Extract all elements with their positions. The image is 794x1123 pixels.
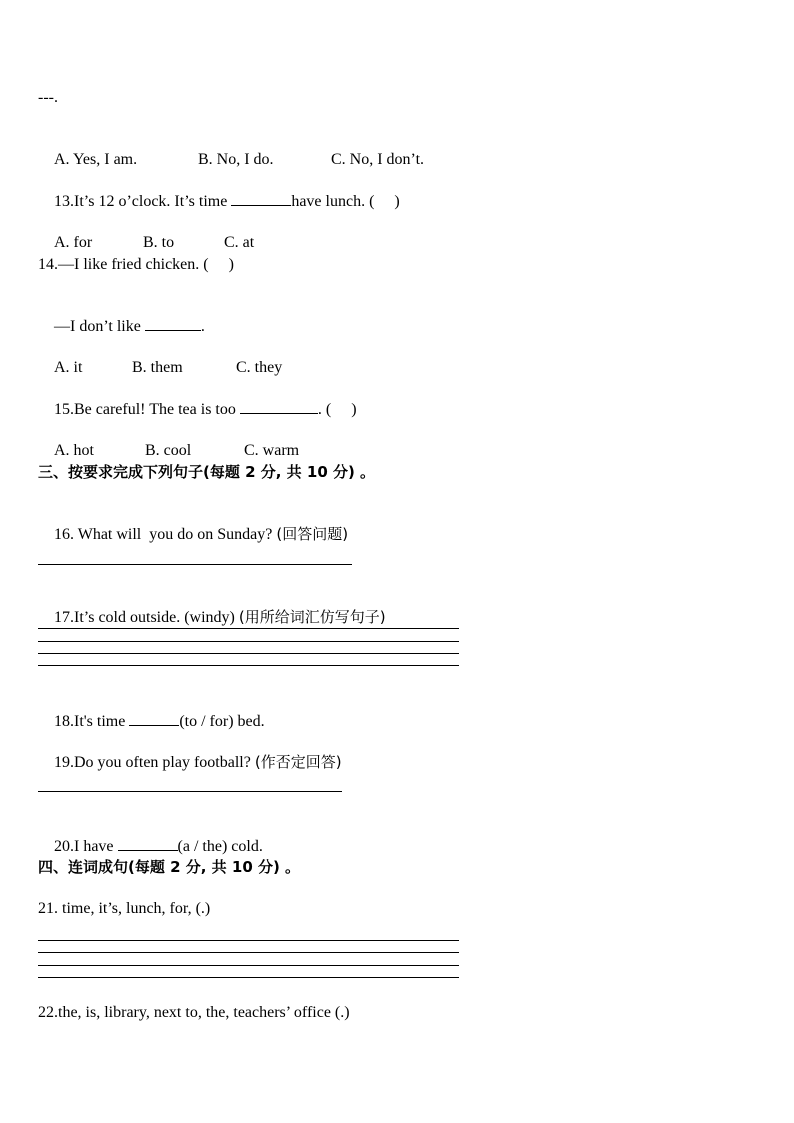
q17-answer-line-3[interactable] [38, 653, 459, 654]
q19-answer-line[interactable] [38, 791, 342, 792]
q21-answer-line-2[interactable] [38, 952, 459, 953]
continuation-dashes: ---. [38, 89, 58, 106]
q16-instruction: (回答问题) [276, 525, 349, 543]
q16-text: 16. What will you do on Sunday? [54, 526, 277, 543]
section-3-heading: 三、按要求完成下列句子(每题 2 分, 共 10 分) 。 [38, 463, 376, 481]
q20-text-start: 20.I have [54, 838, 118, 855]
q12-option-c: C. No, I don’t. [331, 151, 425, 168]
q15-option-a: A. hot [54, 442, 94, 459]
q22-question: 22.the, is, library, next to, the, teachers’ office (.) [38, 1004, 350, 1021]
q21-question: 21. time, it’s, lunch, for, (.) [38, 900, 211, 917]
q20-blank[interactable] [118, 836, 178, 851]
q19-instruction: (作否定回答) [254, 753, 342, 771]
q18-text-start: 18.It's time [54, 713, 130, 730]
q17-answer-line-1[interactable] [38, 628, 459, 629]
q14-blank[interactable] [145, 316, 201, 331]
q15-option-c: C. warm [244, 442, 300, 459]
q15-text-end: . ( ) [317, 401, 357, 418]
q13-text-start: 13.It’s 12 o’clock. It’s time [54, 193, 232, 210]
q14-line2-start: —I don’t like [54, 318, 145, 335]
q20-text-end: (a / the) cold. [177, 838, 263, 855]
q13-blank[interactable] [231, 191, 291, 206]
q14-option-b: B. them [132, 359, 183, 376]
section-4-heading: 四、连词成句(每题 2 分, 共 10 分) 。 [38, 858, 301, 876]
q12-option-b: B. No, I do. [198, 151, 274, 168]
q21-answer-line-3[interactable] [38, 965, 459, 966]
q14-line1: 14.—I like fried chicken. ( ) [38, 256, 234, 273]
q17-question [38, 587, 386, 648]
q13-option-a: A. for [54, 234, 93, 251]
q15-option-b: B. cool [145, 442, 192, 459]
q15-blank[interactable] [240, 399, 318, 414]
q14-option-c: C. they [236, 359, 283, 376]
q14-line2-end: . [200, 318, 205, 335]
q16-question [38, 504, 348, 565]
q18-text-end: (to / for) bed. [179, 713, 265, 730]
q14-option-a: A. it [54, 359, 83, 376]
q15-text-start: 15.Be careful! The tea is too [54, 401, 240, 418]
q16-answer-line[interactable] [38, 564, 352, 565]
q13-option-b: B. to [143, 234, 175, 251]
q17-answer-line-4[interactable] [38, 665, 459, 666]
q13-text-end: have lunch. ( ) [291, 193, 400, 210]
q19-question [38, 732, 342, 793]
q21-answer-line-4[interactable] [38, 977, 459, 978]
q13-option-c: C. at [224, 234, 255, 251]
q12-option-a: A. Yes, I am. [54, 151, 138, 168]
q18-blank[interactable] [129, 711, 179, 726]
q19-text: 19.Do you often play football? [54, 754, 255, 771]
q17-answer-line-2[interactable] [38, 641, 459, 642]
q17-text: 17.It’s cold outside. (windy) [54, 609, 239, 626]
q17-instruction: (用所给词汇仿写句子) [238, 608, 386, 626]
q21-answer-line-1[interactable] [38, 940, 459, 941]
